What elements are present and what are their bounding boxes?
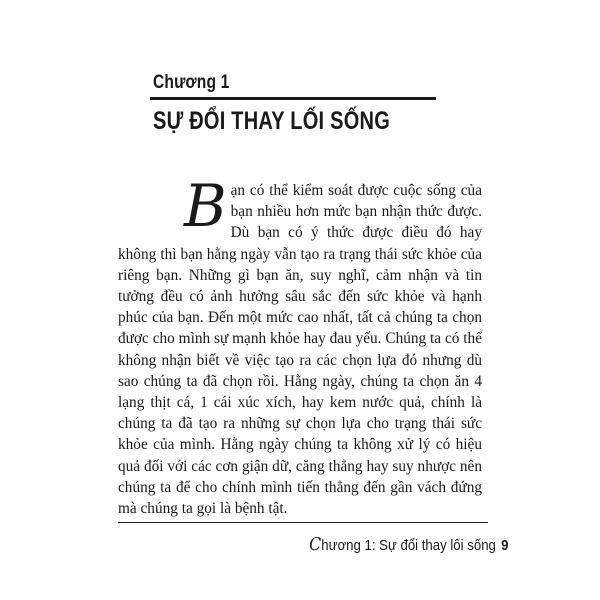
body-text: ạn có thể kiểm soát được cuộc sống của bạn nhiều hơn mức bạn nhận thức được. Dù bạn có ý thức được điều đó hay không thì bạn hằng ngày vẫn tạo ra trạng thái sức khỏe của riêng bạn. Những gì bạn ăn, suy nghĩ, cảm nhận và tin tưởng đều có ảnh hưởng sâu sắc đến sức khỏe và hạnh phúc của bạn. Đến một mức cao nhất, tất cả chúng ta chọn được cho mình sự mạnh khỏe hay đau yếu. Chúng ta có thể không nhận biết về việc tạo ra các chọn lựa đó nhưng dù sao chúng ta đã chọn rồi. Hằng ngày, chúng ta chọn ăn 4 lạng thịt cá, 1 cái xúc xích, hay kem nước quả, chính là chúng ta đã tạo ra những sự chọn lựa cho trạng thái sức khỏe của mình. Hằng ngày chúng ta không xử lý có hiệu quả đối với các cơn giận dữ, căng thẳng hay suy nhược nên chúng ta để cho chính mình tiến thẳng đến gần vách đứng mà chúng ta gọi là bệnh tật. (118, 182, 482, 518)
footer-rule (118, 522, 488, 523)
chapter-label: Chương 1 (153, 72, 230, 93)
drop-cap: B (184, 172, 227, 240)
body-paragraph (118, 172, 482, 519)
running-footer (309, 534, 508, 555)
chapter-title: SỰ ĐỔI THAY LỐI SỐNG (153, 107, 390, 135)
page-number: 9 (500, 537, 508, 554)
chapter-rule (150, 97, 436, 100)
running-head-text: hương 1: Sự đổi thay lối sống (320, 537, 496, 554)
running-head-cap: C (308, 534, 321, 555)
